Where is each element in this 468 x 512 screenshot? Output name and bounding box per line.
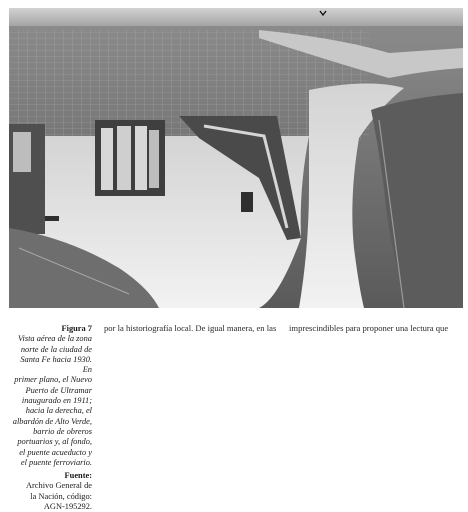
source-line: la Nación, código: (30, 491, 92, 501)
caption-line: albardón de Alto Verde, (12, 416, 92, 426)
caption-line: primer plano, el Nuevo (14, 375, 92, 385)
figure-label: Figura 7 (61, 324, 92, 333)
body-text-line: imprescindibles para proponer una lectura que (289, 323, 449, 333)
body-text-line: por la historiografía local. De igual manera, en las (104, 323, 276, 333)
caption-line: el puente ferroviario. (20, 457, 92, 467)
caption-line: Santa Fe hacia 1930. En (20, 354, 92, 375)
caption-line: barrio de obreros (33, 426, 92, 436)
body-column-1 (104, 322, 276, 336)
aerial-photo-santa-fe-port-icon (9, 8, 463, 308)
faded-text-overlay (98, 336, 468, 480)
source-line: AGN-195292. (43, 502, 92, 512)
body-column-2 (289, 322, 461, 336)
caption-line: Puerto de Ultramar (25, 385, 92, 395)
source-label: Fuente: (64, 471, 92, 481)
caption-line: norte de la ciudad de (20, 344, 92, 354)
caption-line: portuarios y, al fondo, (17, 437, 92, 447)
caption-line: Vista aérea de la zona (18, 334, 92, 344)
figure-caption (10, 324, 92, 512)
caption-line: inaugurado en 1911; (21, 396, 92, 406)
source-line: Archivo General de (25, 481, 92, 491)
caption-line: el puente acueducto y (19, 447, 92, 457)
aerial-photograph (9, 8, 463, 308)
caption-line: hacia la derecha, el (25, 406, 92, 416)
